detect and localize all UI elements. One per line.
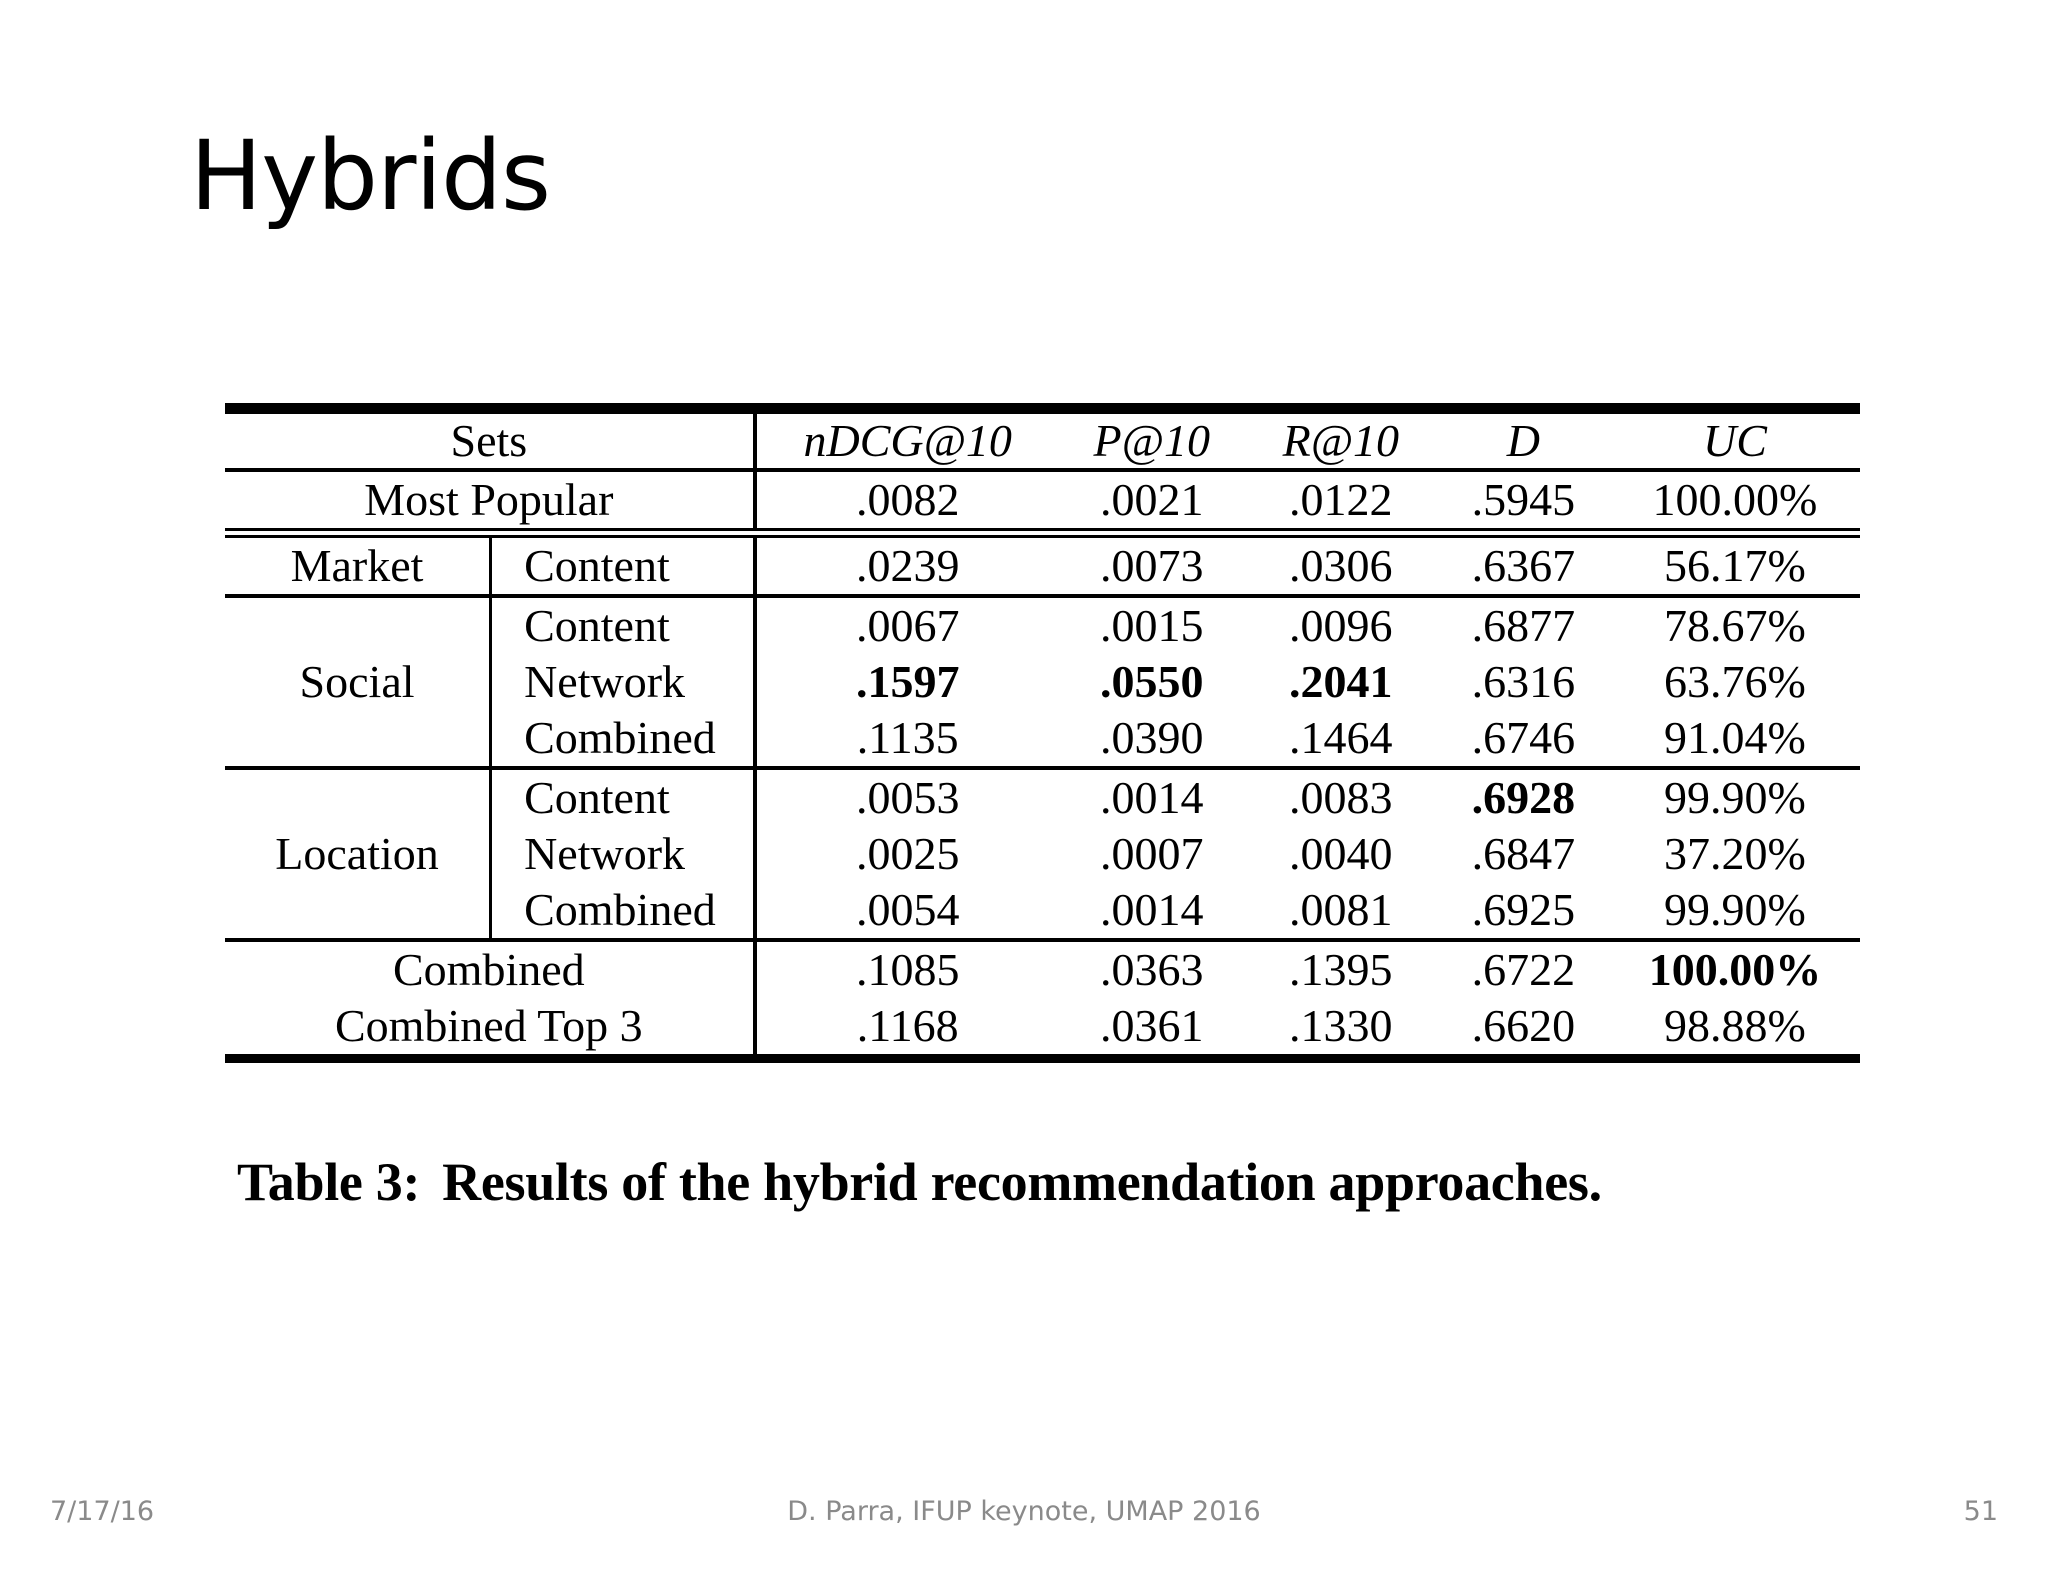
- cell-ndcg: .1135: [856, 712, 959, 763]
- header-r10: R@10: [1282, 415, 1400, 466]
- cell-uc: 100.00%: [1610, 470, 1860, 533]
- cell-uc: 63.76%: [1664, 656, 1806, 707]
- cell-uc: 99.90%: [1664, 884, 1806, 935]
- row-sublabel: Content: [491, 596, 755, 654]
- slide-number: 51: [1963, 1496, 1998, 1527]
- cell-r10: .0083: [1245, 768, 1437, 826]
- cell-r10: .1464: [1289, 712, 1393, 763]
- row-label: Combined Top 3: [225, 998, 755, 1059]
- cell-r10: .0081: [1289, 884, 1393, 935]
- table-row-combined: [225, 940, 1860, 998]
- table-caption: [237, 1151, 1860, 1213]
- cell-p10: .0014: [1100, 884, 1204, 935]
- cell-r10: .0040: [1289, 828, 1393, 879]
- cell-d: .6316: [1471, 656, 1576, 707]
- slide-title: Hybrids: [190, 120, 551, 232]
- cell-d: .6925: [1471, 884, 1576, 935]
- cell-uc: 91.04%: [1664, 712, 1806, 763]
- results-table: [225, 403, 1860, 1063]
- table-row-combined-top3: [225, 998, 1860, 1059]
- cell-uc: 98.88%: [1664, 1000, 1806, 1051]
- cell-p10: .0007: [1100, 828, 1204, 879]
- table-row-market-content: [225, 533, 1860, 596]
- row-sublabel: Combined: [491, 882, 755, 940]
- header-d: D: [1506, 415, 1540, 466]
- cell-p10: .0014: [1059, 768, 1245, 826]
- cell-r10: .1395: [1245, 940, 1437, 998]
- cell-d: .6722: [1437, 940, 1610, 998]
- results-table-figure: [225, 403, 1860, 1213]
- header-sets: Sets: [225, 409, 755, 471]
- cell-r10: .1330: [1289, 1000, 1393, 1051]
- table-header-row: [225, 409, 1860, 471]
- cell-d: .6847: [1471, 828, 1576, 879]
- cell-ndcg: .1085: [755, 940, 1059, 998]
- cell-ndcg: .0239: [755, 533, 1059, 596]
- table-row-most-popular: [225, 470, 1860, 533]
- cell-uc: 99.90%: [1610, 768, 1860, 826]
- cell-ndcg: .0082: [755, 470, 1059, 533]
- caption-label: Table 3:: [237, 1152, 421, 1212]
- cell-d-best: .6928: [1437, 768, 1610, 826]
- cell-p10: .0363: [1059, 940, 1245, 998]
- cell-p10: .0390: [1100, 712, 1204, 763]
- group-label-market: Market: [225, 533, 491, 596]
- cell-ndcg: .0067: [755, 596, 1059, 654]
- cell-d: .6877: [1437, 596, 1610, 654]
- header-ndcg: nDCG@10: [803, 415, 1012, 466]
- cell-r10: .0306: [1245, 533, 1437, 596]
- table-row-social-content: [225, 596, 1860, 654]
- row-sublabel: Network: [491, 826, 755, 882]
- header-uc: UC: [1702, 415, 1767, 466]
- cell-ndcg: .1168: [856, 1000, 959, 1051]
- cell-p10: .0073: [1059, 533, 1245, 596]
- cell-r10-best: .2041: [1289, 656, 1393, 707]
- cell-d: .6367: [1437, 533, 1610, 596]
- cell-p10: .0021: [1059, 470, 1245, 533]
- group-label-location: Location: [225, 768, 491, 940]
- row-sublabel: Content: [491, 768, 755, 826]
- cell-uc: 37.20%: [1664, 828, 1806, 879]
- table-row-location-content: [225, 768, 1860, 826]
- cell-ndcg: .0053: [755, 768, 1059, 826]
- cell-r10: .0096: [1245, 596, 1437, 654]
- cell-ndcg: .0054: [855, 884, 960, 935]
- cell-uc: 78.67%: [1610, 596, 1860, 654]
- cell-r10: .0122: [1245, 470, 1437, 533]
- row-sublabel: Combined: [491, 710, 755, 768]
- row-sublabel: Network: [491, 654, 755, 710]
- row-label: Combined: [225, 940, 755, 998]
- header-p10: P@10: [1093, 415, 1210, 466]
- footer-credit: D. Parra, IFUP keynote, UMAP 2016: [787, 1496, 1261, 1527]
- row-label: Most Popular: [225, 470, 755, 533]
- group-label-social: Social: [225, 596, 491, 768]
- cell-uc: 56.17%: [1610, 533, 1860, 596]
- cell-d: .5945: [1437, 470, 1610, 533]
- cell-d: .6620: [1471, 1000, 1576, 1051]
- row-sublabel: Content: [491, 533, 755, 596]
- cell-p10: .0361: [1100, 1000, 1204, 1051]
- cell-uc-best: 100.00%: [1610, 940, 1860, 998]
- cell-p10-best: .0550: [1100, 656, 1204, 707]
- cell-ndcg: .0025: [855, 828, 960, 879]
- cell-p10: .0015: [1059, 596, 1245, 654]
- cell-ndcg-best: .1597: [855, 656, 960, 707]
- footer-date: 7/17/16: [50, 1496, 155, 1527]
- cell-d: .6746: [1471, 712, 1576, 763]
- caption-text: Results of the hybrid recommendation approaches.: [442, 1152, 1602, 1212]
